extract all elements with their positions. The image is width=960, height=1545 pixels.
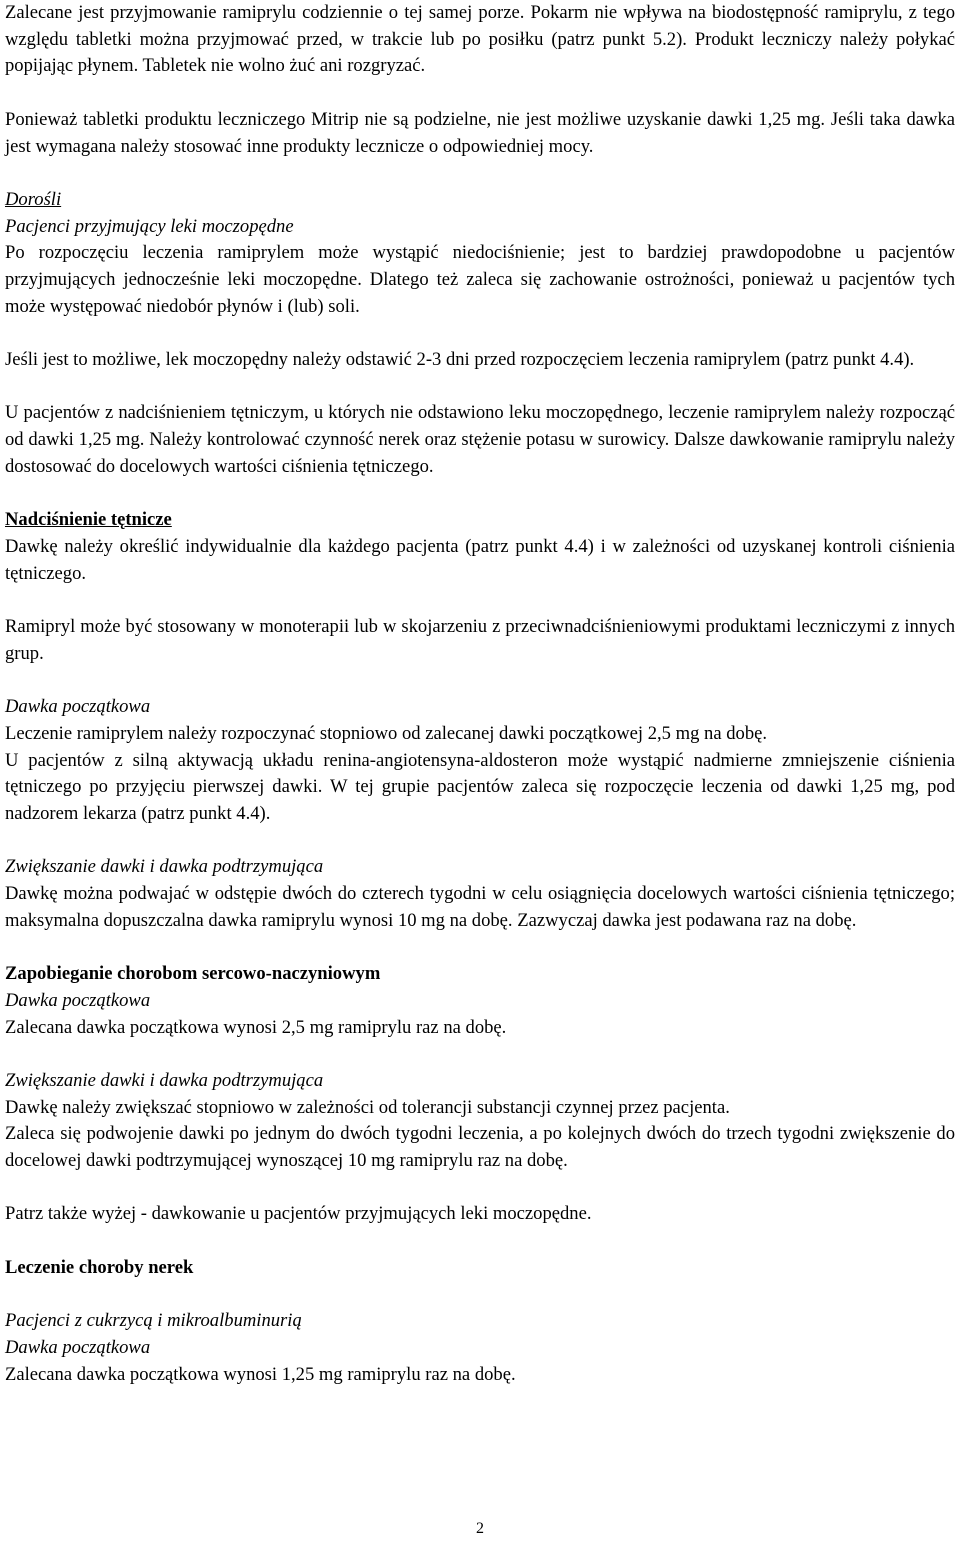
kidney-initial-dose-heading: Dawka początkowa [5,1336,151,1358]
raas-activation-paragraph: U pacjentów z silną aktywacją układu renina-angiotensyna-aldosteron może wystąpić nadmierne zmniejszenie ciśnienia tętniczego po przyjęciu pierwszej dawki. W tej grupie pacjentów zaleca się rozpoczęcie leczenia od dawki 1,25 mg, pod nadzorem lekarza (patrz punkt 4.4). [5,749,955,824]
kidney-initial-dose-paragraph: Zalecana dawka początkowa wynosi 1,25 mg ramiprylu raz na dobę. [5,1363,516,1385]
see-also-paragraph: Patrz także wyżej - dawkowanie u pacjentów przyjmujących leki moczopędne. [5,1203,592,1225]
kidney-disease-heading: Leczenie choroby nerek [5,1256,194,1278]
cv-initial-dose-heading: Dawka początkowa [5,989,151,1011]
monotherapy-paragraph: Ramipryl może być stosowany w monoterapii lub w skojarzeniu z przeciwnadciśnieniowymi produktami leczniczymi z innych grup. [5,616,955,664]
diuretic-withdrawal-paragraph: Jeśli jest to możliwe, lek moczopędny należy odstawić 2-3 dni przed rozpoczęciem leczenia ramiprylem (patrz punkt 4.4). [5,349,915,371]
tablet-divisibility-paragraph: Ponieważ tabletki produktu leczniczego Mitrip nie są podzielne, nie jest możliwe uzyskanie dawki 1,25 mg. Jeśli taka dawka jest wymagana należy stosować inne produkty lecznicze o odpowiedniej mocy. [5,108,955,157]
document-page [5,0,955,1388]
adults-heading: Dorośli [5,188,62,210]
initial-dose-paragraph: Leczenie ramiprylem należy rozpoczynać stopniowo od zalecanej dawki początkowej 2,5 mg na dobę. [5,722,768,744]
cv-titration-heading: Zwiększanie dawki i dawka podtrzymująca [5,1069,324,1091]
cv-initial-dose-paragraph: Zalecana dawka początkowa wynosi 2,5 mg ramiprylu raz na dobę. [5,1016,507,1038]
cv-titration-paragraph-2: Zaleca się podwojenie dawki po jednym do dwóch tygodni leczenia, a po kolejnych dwóch do trzech tygodni zwiększenie do docelowej dawki podtrzymującej wynoszącej 10 mg ramiprylu raz na dobę. [5,1123,955,1172]
cv-titration-paragraph-1: Dawkę należy zwiększać stopniowo w zależności od tolerancji substancji czynnej przez pacjenta. [5,1096,730,1118]
hypertension-diuretic-paragraph: U pacjentów z nadciśnieniem tętniczym, u których nie odstawiono leku moczopędnego, leczenie ramiprylem należy rozpocząć od dawki 1,25 mg. Należy kontrolować czynność nerek oraz stężenie potasu w surowicy. Dalsze dawkowanie ramiprylu należy dostosować do docelowych wartości ciśnienia tętniczego. [5,402,955,477]
cv-prevention-heading: Zapobieganie chorobom sercowo-naczyniowym [5,963,381,985]
titration-paragraph: Dawkę można podwajać w odstępie dwóch do czterech tygodni w celu osiągnięcia docelowych wartości ciśnienia tętniczego; maksymalna dopuszczalna dawka ramiprylu wynosi 10 mg na dobę. Zazwyczaj dawka jest podawana raz na dobę. [5,883,955,931]
administration-paragraph: Zalecane jest przyjmowanie ramiprylu codziennie o tej samej porze. Pokarm nie wpływa na biodostępność ramiprylu, z tego względu tabletki można przyjmować przed, w trakcie lub po posiłku (patrz punkt 5.2). Produkt leczniczy należy połykać popijając płynem. Tabletek nie wolno żuć ani rozgryzać. [5,2,955,77]
titration-heading: Zwiększanie dawki i dawka podtrzymująca [5,856,324,878]
individual-dose-paragraph: Dawkę należy określić indywidualnie dla każdego pacjenta (patrz punkt 4.4) i w zależności od uzyskanej kontroli ciśnienia tętniczego. [5,535,955,584]
hypotension-paragraph: Po rozpoczęciu leczenia ramiprylem może wystąpić niedociśnienie; jest to bardziej prawdopodobne u pacjentów przyjmujących jednocześnie leki moczopędne. Dlatego też zaleca się zachowanie ostrożności, ponieważ u pacjentów tych może występować niedobór płynów i (lub) soli. [5,242,955,317]
diabetes-subheading: Pacjenci z cukrzycą i mikroalbuminurią [5,1310,302,1332]
diuretics-subheading: Pacjenci przyjmujący leki moczopędne [5,215,294,237]
initial-dose-heading: Dawka początkowa [5,696,151,718]
hypertension-heading: Nadciśnienie tętnicze [5,509,172,531]
page-number: 2 [476,1520,484,1537]
